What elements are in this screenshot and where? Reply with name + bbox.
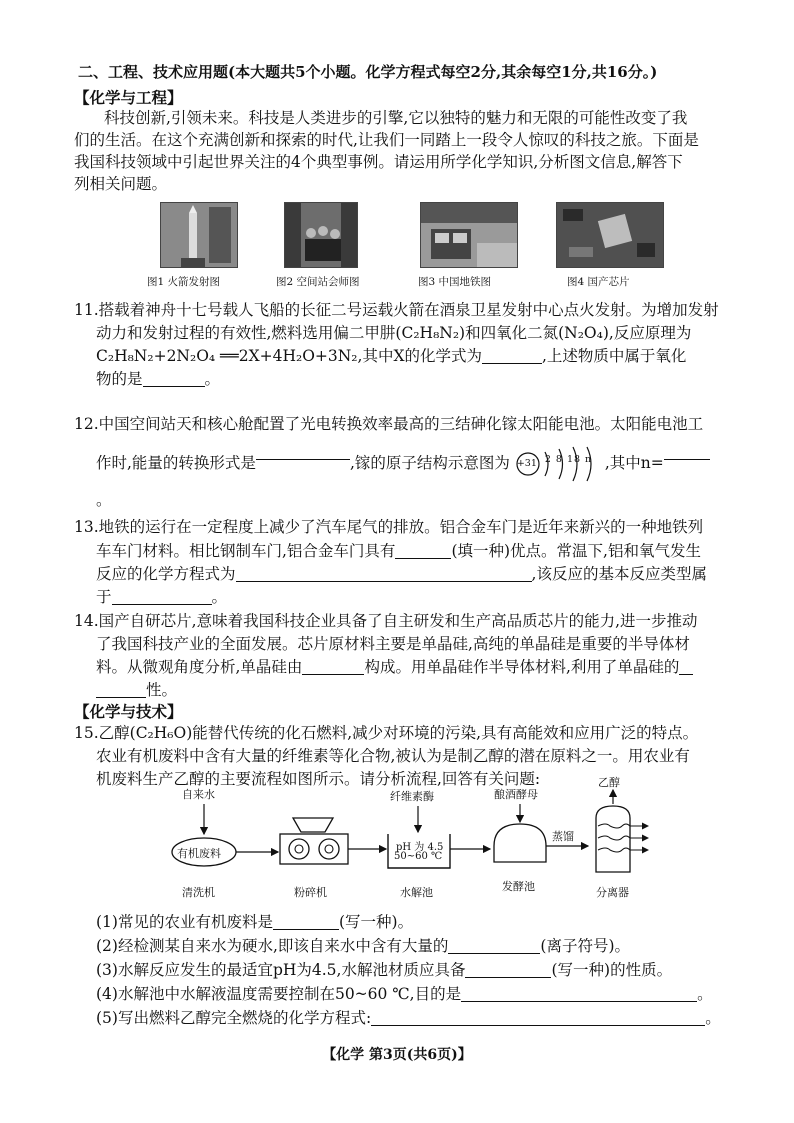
q13-line-1: 13.地铁的运行在一定程度上减少了汽车尾气的排放。铝合金车门是近年来新兴的一种地铁列 <box>74 518 704 536</box>
intro-line-2: 们的生活。在这个充满创新和探索的时代,让我们一同踏上一段令人惊叹的科技之旅。下面是 <box>74 131 699 149</box>
q15-blank-purpose[interactable] <box>461 986 697 1002</box>
intro-line-3: 我国科技领域中引起世界关注的4个典型事例。请运用所学化学知识,分析图文信息,解答下 <box>74 153 683 171</box>
figure-4-caption: 图4 国产芯片 <box>567 276 630 288</box>
flow-waste-label: 有机废料 <box>177 847 221 860</box>
q14-blank-property-start <box>679 659 693 675</box>
q15-sub-3: (3)水解反应发生的最适宜pH为4.5,水解池材质应具备 (写一种)的性质。 <box>96 961 673 979</box>
atom-nucleus-label: +31 <box>516 458 537 469</box>
figure-2-caption: 图2 空间站会师图 <box>276 276 360 288</box>
figure-3-caption: 图3 中国地铁图 <box>418 276 492 288</box>
flow-ph-label: pH 为 4.5 <box>396 842 444 853</box>
q15-blank-ion[interactable] <box>448 938 540 954</box>
page-footer: 【化学 第3页(共6页)】 <box>322 1047 472 1063</box>
q12-blank-n[interactable] <box>664 444 710 460</box>
q11-blank-oxide[interactable] <box>143 371 205 387</box>
q15-line-3: 机废料生产乙醇的主要流程如图所示。请分析流程,回答有关问题: <box>96 770 541 788</box>
q13-blank-advantage[interactable] <box>395 543 451 559</box>
flow-separator-label: 分离器 <box>596 886 629 899</box>
q11-line-2: 动力和发射过程的有效性,燃料选用偏二甲肼(C₂H₈N₂)和四氧化二氮(N₂O₄),反应原理为 <box>96 324 692 342</box>
figure-1-caption: 图1 火箭发射图 <box>147 276 221 288</box>
section-title: 二、工程、技术应用题(本大题共5个小题。化学方程式每空2分,其余每空1分,共16分。) <box>78 63 658 81</box>
q15-blank-waste[interactable] <box>273 914 339 930</box>
q11-line-4: 物的是 。 <box>96 370 221 388</box>
q11-line-3: C₂H₈N₂+2N₂O₄ ══2X+4H₂O+3N₂,其中X的化学式为 ,上述物质中属于氧化 <box>96 347 687 365</box>
subsection-chem-engineering: 【化学与工程】 <box>74 88 183 107</box>
figure-1-rocket-photo <box>160 202 238 268</box>
flow-distill-label: 蒸馏 <box>552 830 574 843</box>
q15-sub-5: (5)写出燃料乙醇完全燃烧的化学方程式: 。 <box>96 1009 721 1027</box>
flow-fermenter-label: 发酵池 <box>502 880 535 893</box>
q15-line-1: 15.乙醇(C₂H₆O)能替代传统的化石燃料,减少对环境的污染,具有高能效和应用广泛的特点。 <box>74 724 699 742</box>
q14-line-3: 料。从微观角度分析,单晶硅由 构成。用单晶硅作半导体材料,利用了单晶硅的 <box>96 657 693 677</box>
q15-blank-combustion[interactable] <box>371 1010 705 1026</box>
q15-sub-4: (4)水解池中水解液温度需要控制在50~60 ℃,目的是 。 <box>96 985 713 1003</box>
subsection-chem-technology: 【化学与技术】 <box>74 702 183 721</box>
q13-blank-reaction-type[interactable] <box>112 589 212 605</box>
flow-enzyme-label: 纤维素酶 <box>390 790 434 803</box>
gallium-atom-diagram <box>515 444 605 484</box>
flow-temp-label: 50~60 ℃ <box>394 851 443 862</box>
flow-hydrolysis-label: 水解池 <box>400 886 433 899</box>
figure-3-subway-photo <box>420 202 518 268</box>
q15-sub-2: (2)经检测某自来水为硬水,即该自来水中含有大量的 (离子符号)。 <box>96 937 630 955</box>
q11-equation: C₂H₈N₂+2N₂O₄ ══2X+4H₂O+3N₂,其中X的化学式为 <box>96 347 482 365</box>
flow-water-label: 自来水 <box>182 788 215 801</box>
q14-line-2: 了我国科技产业的全面发展。芯片原材料主要是单晶硅,高纯的单晶硅是重要的半导体材 <box>96 635 690 653</box>
flow-yeast-label: 酿酒酵母 <box>494 788 538 801</box>
intro-line-4: 列相关问题。 <box>74 175 168 193</box>
q11-blank-x[interactable] <box>482 348 542 364</box>
flow-crusher-label: 粉碎机 <box>294 886 327 899</box>
q14-line-4: 性。 <box>96 680 177 700</box>
flow-ethanol-label: 乙醇 <box>598 776 620 789</box>
q15-blank-property[interactable] <box>465 962 551 978</box>
atom-shell-label: 2 8 18 n <box>544 454 593 465</box>
intro-line-1: 科技创新,引领未来。科技是人类进步的引擎,它以独特的魅力和无限的可能性改变了我 <box>104 109 688 127</box>
q15-line-2: 农业有机废料中含有大量的纤维素等化合物,被认为是制乙醇的潜在原料之一。用农业有 <box>96 747 690 765</box>
q13-line-2: 车车门材料。相比钢制车门,铝合金车门具有 (填一种)优点。常温下,铝和氧气发生 <box>96 542 701 560</box>
q13-line-3: 反应的化学方程式为 ,该反应的基本反应类型属 <box>96 565 707 583</box>
q12-line-2: 作时,能量的转换形式是 ,镓的原子结构示意图为 +31 2 8 18 n ,其中n= <box>96 443 710 484</box>
q13-line-4: 于 。 <box>96 588 228 606</box>
q14-blank-particle[interactable] <box>302 659 364 675</box>
q12-blank-energy[interactable] <box>256 444 350 460</box>
q14-blank-property[interactable] <box>96 682 146 698</box>
flow-cleaner-label: 清洗机 <box>182 886 215 899</box>
figure-4-chip-photo <box>556 202 664 268</box>
q12-line-3: 。 <box>96 491 112 509</box>
q14-line-1: 14.国产自研芯片,意味着我国科技企业具备了自主研发和生产高品质芯片的能力,进一步推动 <box>74 612 698 630</box>
q12-line-1: 12.中国空间站天和核心舱配置了光电转换效率最高的三结砷化镓太阳能电池。太阳能电池工 <box>74 415 704 433</box>
q11-line-1: 11.搭载着神舟十七号载人飞船的长征二号运载火箭在酒泉卫星发射中心点火发射。为增加发射 <box>74 301 719 319</box>
figure-2-space-station-photo <box>284 202 358 268</box>
q13-blank-equation[interactable] <box>236 566 532 582</box>
q15-sub-1: (1)常见的农业有机废料是 (写一种)。 <box>96 913 414 931</box>
